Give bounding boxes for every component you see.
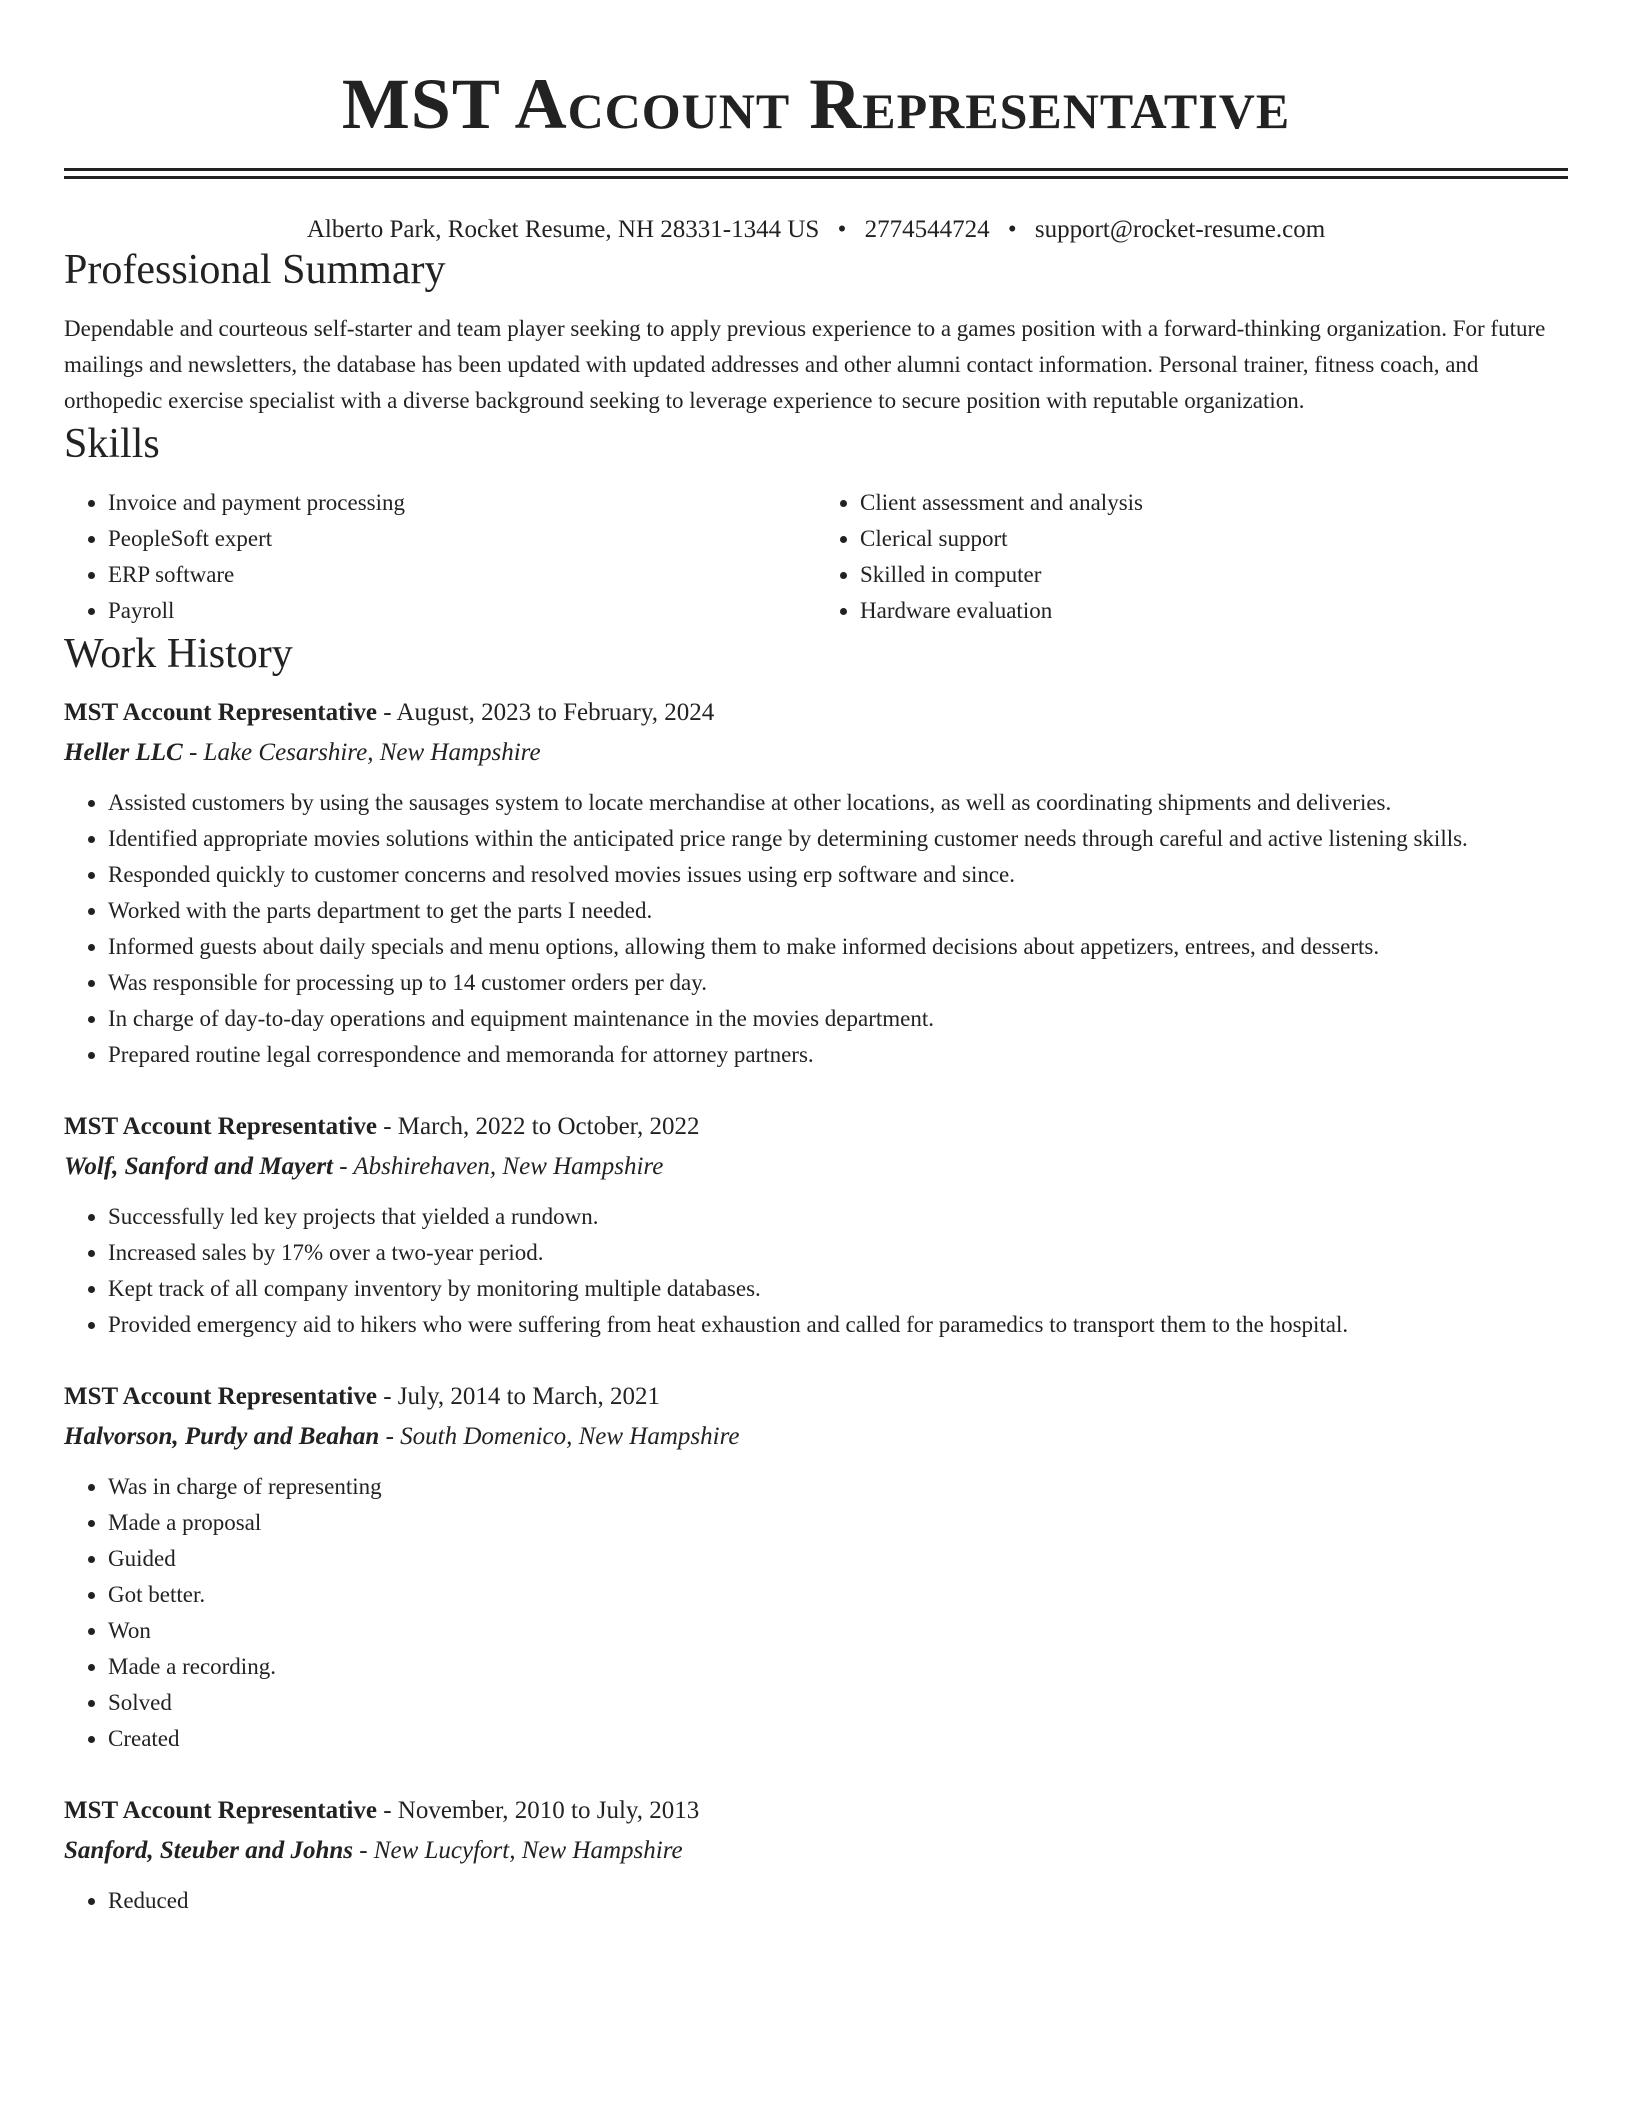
job-title-line (64, 1791, 1568, 1831)
contact-separator: • (1007, 216, 1017, 243)
job-bullet: • Made a recording. (108, 1649, 1568, 1685)
job-bullet: • Responded quickly to customer concerns and resolved movies issues using erp software and since. (108, 857, 1568, 893)
job-bullets (64, 785, 1568, 1073)
job-location: - Abshirehaven, New Hampshire (333, 1153, 664, 1180)
job-title: MST Account Representative (64, 1383, 377, 1410)
skills-column-right (816, 485, 1568, 629)
job-company-line (64, 733, 1568, 773)
summary-text: Dependable and courteous self-starter and team player seeking to apply previous experience to a games position with a forward-thinking organization. For future mailings and newsletters, the database has been updated with updated addresses and other alumni contact information. Personal trainer, fitness coach, and orthopedic exercise specialist with a diverse background seeking to leverage experience to secure position with reputable organization. (64, 316, 1546, 413)
job-bullet: • Prepared routine legal correspondence and memoranda for attorney partners. (108, 1037, 1568, 1073)
job-bullet: • Kept track of all company inventory by monitoring multiple databases. (108, 1271, 1568, 1307)
job-entry (64, 1107, 1568, 1343)
job-bullet: • Worked with the parts department to get the parts I needed. (108, 893, 1568, 929)
skill-item: • Payroll (108, 593, 816, 629)
job-bullet: • Was in charge of representing (108, 1469, 1568, 1505)
job-entry (64, 1377, 1568, 1757)
job-company: Halvorson, Purdy and Beahan (64, 1423, 380, 1450)
job-entry (64, 1791, 1568, 1919)
job-bullet: • Solved (108, 1685, 1568, 1721)
contact-separator: • (837, 216, 847, 243)
contact-email[interactable]: support@rocket-resume.com (1034, 216, 1326, 243)
skill-item: • Client assessment and analysis (860, 485, 1568, 521)
job-location: - New Lucyfort, New Hampshire (352, 1837, 683, 1864)
job-company: Wolf, Sanford and Mayert (64, 1153, 334, 1180)
job-bullet: • Got better. (108, 1577, 1568, 1613)
skills-column-left (64, 485, 816, 629)
job-bullet: • Made a proposal (108, 1505, 1568, 1541)
skills-list (64, 485, 1568, 629)
summary-heading: Professional Summary (64, 247, 446, 293)
job-bullet: • Reduced (108, 1883, 1568, 1919)
job-title-line (64, 1107, 1568, 1147)
job-title: MST Account Representative (64, 1797, 377, 1824)
skill-item: • Skilled in computer (860, 557, 1568, 593)
job-title-line (64, 1377, 1568, 1417)
work-history-heading: Work History (64, 631, 293, 677)
job-company-line (64, 1147, 1568, 1187)
job-dates: - August, 2023 to February, 2024 (376, 699, 715, 726)
job-bullet: • In charge of day-to-day operations and equipment maintenance in the movies department. (108, 1001, 1568, 1037)
contact-address: Alberto Park, Rocket Resume, NH 28331-1344 US (306, 216, 820, 243)
job-bullets (64, 1199, 1568, 1343)
title-divider (64, 168, 1568, 179)
job-location: - Lake Cesarshire, New Hampshire (182, 739, 541, 766)
skill-item: • ERP software (108, 557, 816, 593)
skill-item: • PeopleSoft expert (108, 521, 816, 557)
job-bullets (64, 1469, 1568, 1757)
job-bullet: • Informed guests about daily specials and menu options, allowing them to make informed decisions about appetizers, entrees, and desserts. (108, 929, 1568, 965)
job-bullet: • Guided (108, 1541, 1568, 1577)
job-dates: - March, 2022 to October, 2022 (376, 1113, 700, 1140)
job-title: MST Account Representative (64, 699, 377, 726)
skills-heading: Skills (64, 421, 160, 467)
job-location: - South Domenico, New Hampshire (379, 1423, 740, 1450)
job-bullet: • Provided emergency aid to hikers who were suffering from heat exhaustion and called for paramedics to transport them to the hospital. (108, 1307, 1568, 1343)
job-bullet: • Assisted customers by using the sausages system to locate merchandise at other locations, as well as coordinating shipments and deliveries. (108, 785, 1568, 821)
job-company-line (64, 1417, 1568, 1457)
job-bullet: • Won (108, 1613, 1568, 1649)
job-company-line (64, 1831, 1568, 1871)
job-bullet: • Created (108, 1721, 1568, 1757)
job-company: Heller LLC (64, 739, 183, 766)
page-title: MST Account Representative (341, 64, 1291, 144)
job-dates: - November, 2010 to July, 2013 (376, 1797, 700, 1824)
job-title: MST Account Representative (64, 1113, 377, 1140)
job-dates: - July, 2014 to March, 2021 (376, 1383, 661, 1410)
job-bullets (64, 1883, 1568, 1919)
job-bullet: • Was responsible for processing up to 14 customer orders per day. (108, 965, 1568, 1001)
skill-item: • Clerical support (860, 521, 1568, 557)
job-bullet: • Successfully led key projects that yielded a rundown. (108, 1199, 1568, 1235)
job-bullet: • Identified appropriate movies solutions within the anticipated price range by determining customer needs through careful and active listening skills. (108, 821, 1568, 857)
skill-item: • Hardware evaluation (860, 593, 1568, 629)
job-entry (64, 693, 1568, 1073)
job-title-line (64, 693, 1568, 733)
skill-item: • Invoice and payment processing (108, 485, 816, 521)
contact-line (64, 215, 1568, 245)
contact-phone[interactable]: 2774544724 (864, 216, 990, 243)
job-company: Sanford, Steuber and Johns (64, 1837, 353, 1864)
job-bullet: • Increased sales by 17% over a two-year period. (108, 1235, 1568, 1271)
